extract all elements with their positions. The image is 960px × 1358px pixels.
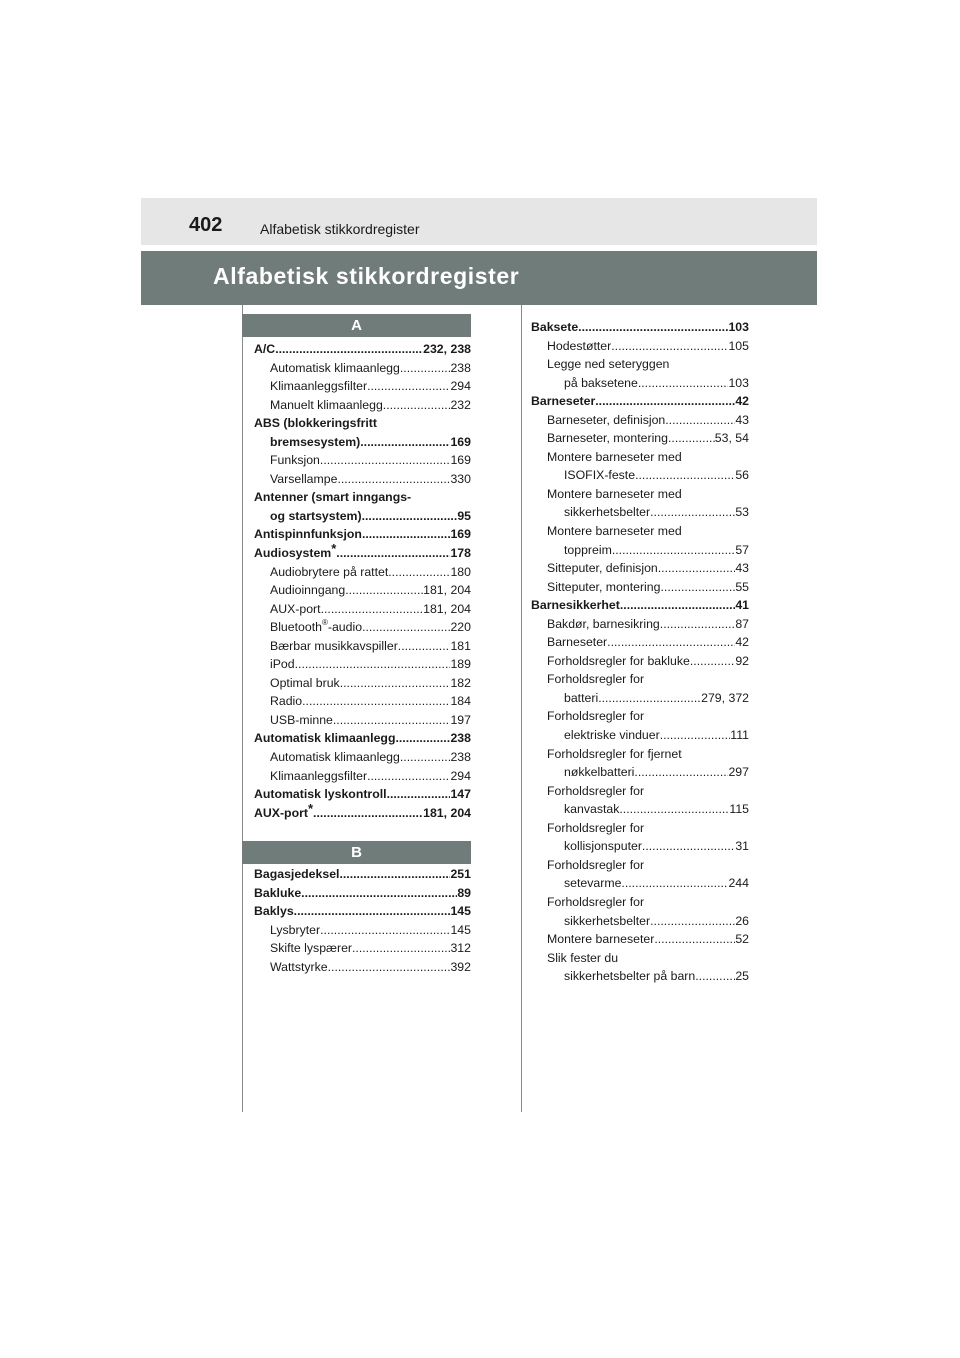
index-subentry: Barneseter ..... 42 <box>531 633 749 652</box>
index-subentry-line: Forholdsregler for fjernet <box>547 746 682 761</box>
section-header-a: A <box>242 314 471 337</box>
index-entry: og startsystem) ..... 95 <box>254 507 471 526</box>
index-entry: Barneseter ..... 42 <box>531 392 749 411</box>
index-subentry-line: Forholdsregler for <box>547 709 645 724</box>
index-entry: Audiosystem* ..... 178 <box>254 544 471 563</box>
column-divider-left <box>242 305 243 1112</box>
index-subentry-line: Forholdsregler for <box>547 672 645 687</box>
index-subentry: iPod ..... 189 <box>254 655 471 674</box>
index-subentry: Forholdsregler for bakluke ..... 92 <box>531 652 749 671</box>
index-subentry: Wattstyrke ..... 392 <box>254 958 471 977</box>
index-subentry-line: Montere barneseter med <box>547 524 682 539</box>
index-entry: AUX-port* ..... 181, 204 <box>254 804 471 823</box>
index-subentry: på baksetene ..... 103 <box>531 374 749 393</box>
index-entry: Baklys ..... 145 <box>254 902 471 921</box>
index-subentry: USB-minne ..... 197 <box>254 711 471 730</box>
index-subentry: Bærbar musikkavspiller ..... 181 <box>254 637 471 656</box>
index-subentry: Hodestøtter ..... 105 <box>531 337 749 356</box>
index-entry: Automatisk lyskontroll ..... 147 <box>254 785 471 804</box>
index-entry: Barnesikkerhet ..... 41 <box>531 596 749 615</box>
index-subentry: sikkerhetsbelter ..... 53 <box>531 503 749 522</box>
index-subentry: Audioinngang ..... 181, 204 <box>254 581 471 600</box>
index-subentry-line: Forholdsregler for <box>547 894 645 909</box>
index-subentry: Lysbryter ..... 145 <box>254 921 471 940</box>
index-subentry: Sitteputer, montering ..... 55 <box>531 578 749 597</box>
index-subentry: Funksjon ..... 169 <box>254 451 471 470</box>
index-subentry: Optimal bruk ..... 182 <box>254 674 471 693</box>
index-subentry: Audiobrytere på rattet ..... 180 <box>254 563 471 582</box>
registered-mark: ® <box>321 618 328 628</box>
index-entry: Antispinnfunksjon ..... 169 <box>254 525 471 544</box>
asterisk-mark: * <box>331 541 337 557</box>
page-number: 402 <box>189 214 223 236</box>
index-column-a <box>254 340 471 822</box>
index-entry: Baksete ..... 103 <box>531 318 749 337</box>
index-entry: Bagasjedeksel ..... 251 <box>254 865 471 884</box>
index-subentry: ISOFIX-feste ..... 56 <box>531 466 749 485</box>
index-subentry: Automatisk klimaanlegg ..... 238 <box>254 359 471 378</box>
index-subentry: Sitteputer, definisjon ..... 43 <box>531 559 749 578</box>
page-title: Alfabetisk stikkordregister <box>213 263 520 289</box>
index-entry: Automatisk klimaanlegg ..... 238 <box>254 729 471 748</box>
index-column-b <box>254 865 471 976</box>
index-subentry: kanvastak ..... 115 <box>531 800 749 819</box>
index-subentry: sikkerhetsbelter ..... 26 <box>531 912 749 931</box>
column-divider-middle <box>521 305 522 1112</box>
index-subentry-line: Montere barneseter med <box>547 486 682 501</box>
index-subentry-line: Forholdsregler for <box>547 783 645 798</box>
index-subentry: Skifte lyspærer ..... 312 <box>254 939 471 958</box>
index-subentry: Klimaanleggsfilter ..... 294 <box>254 767 471 786</box>
index-subentry: Bluetooth®-audio ..... 220 <box>254 618 471 637</box>
index-subentry: Radio ..... 184 <box>254 692 471 711</box>
index-subentry: AUX-port ..... 181, 204 <box>254 600 471 619</box>
section-header-b: B <box>242 841 471 864</box>
index-subentry-line: Forholdsregler for <box>547 857 645 872</box>
asterisk-mark: * <box>307 800 314 816</box>
index-column-2 <box>531 318 749 986</box>
index-subentry: setevarme ..... 244 <box>531 874 749 893</box>
index-entry-line: Antenner (smart inngangs- <box>254 490 412 505</box>
index-subentry-line: Slik fester du <box>547 950 619 965</box>
index-entry: A/C ..... 232, 238 <box>254 340 471 359</box>
running-title: Alfabetisk stikkordregister <box>260 221 420 237</box>
index-subentry: Bakdør, barnesikring ..... 87 <box>531 615 749 634</box>
index-subentry: Klimaanleggsfilter ..... 294 <box>254 377 471 396</box>
index-subentry-line: Forholdsregler for <box>547 820 645 835</box>
index-subentry: kollisjonsputer ..... 31 <box>531 837 749 856</box>
index-subentry: Automatisk klimaanlegg ..... 238 <box>254 748 471 767</box>
index-entry-line: ABS (blokkeringsfritt <box>254 416 377 431</box>
index-subentry: Montere barneseter ..... 52 <box>531 930 749 949</box>
header-strip <box>141 198 817 245</box>
index-subentry: Barneseter, montering ..... 53, 54 <box>531 429 749 448</box>
index-subentry: nøkkelbatteri ..... 297 <box>531 763 749 782</box>
index-subentry: Barneseter, definisjon ..... 43 <box>531 411 749 430</box>
index-subentry: Manuelt klimaanlegg ..... 232 <box>254 396 471 415</box>
index-subentry: sikkerhetsbelter på barn ..... 25 <box>531 967 749 986</box>
index-subentry: elektriske vinduer ..... 111 <box>531 726 749 745</box>
index-entry: Bakluke ..... 89 <box>254 884 471 903</box>
index-subentry: batteri ..... 279, 372 <box>531 689 749 708</box>
index-subentry-line: Montere barneseter med <box>547 449 682 464</box>
index-entry: bremsesystem) ..... 169 <box>254 433 471 452</box>
index-subentry: Varsellampe ..... 330 <box>254 470 471 489</box>
index-subentry-line: Legge ned seteryggen <box>547 357 670 372</box>
index-subentry: toppreim ..... 57 <box>531 541 749 560</box>
